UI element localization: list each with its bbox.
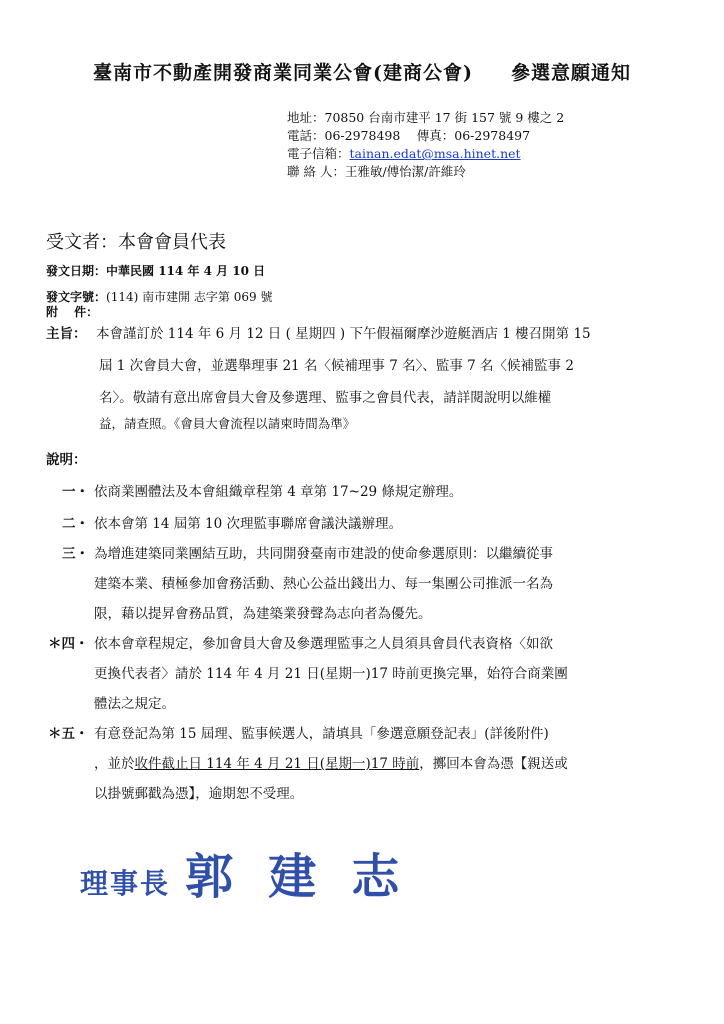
item-line: 依商業團體法及本會組織章程第 4 章第 17~29 條規定辦理。	[94, 484, 463, 500]
attachment-label: 附 件：	[46, 305, 99, 319]
subject-label: 主旨：	[46, 326, 87, 342]
signature-name-char: 志	[351, 849, 400, 905]
contact-email-label: 電子信箱：	[287, 146, 350, 161]
document-title	[0, 58, 724, 85]
item-line: 限，藉以提昇會務品質，為建築業發聲為志向者為優先。	[94, 606, 432, 622]
reference-label: 發文字號：	[46, 290, 107, 304]
contact-address: 地址：70850 台南市建平 17 街 157 號 9 樓之 2	[287, 110, 565, 125]
contact-person: 聯 絡 人：王雅敏/傅怡潔/許維玲	[287, 164, 466, 179]
deadline-underlined: 收件截止日 114 年 4 月 21 日(星期一)17 時前	[134, 756, 420, 772]
item-line-tail: ，擲回本會為憑【親送或	[419, 756, 568, 772]
issue-date-label: 發文日期：	[46, 264, 107, 278]
item-line-head: ，並於	[94, 756, 135, 772]
item-mark-important: ＊四・	[48, 636, 89, 652]
item-mark-important: ＊五・	[48, 726, 89, 742]
signature-role: 理事長	[80, 867, 171, 900]
issue-date	[46, 262, 265, 279]
reference-value: (114) 南市建開 志字第 069 號	[106, 290, 273, 304]
item-line: 以掛號郵戳為憑】，逾期恕不受理。	[94, 786, 304, 802]
notice-title: 參選意願通知	[510, 62, 631, 84]
chairman-signature	[80, 838, 399, 907]
item-mark: 一・	[62, 484, 89, 500]
subject-line: 屆 1 次會員大會，並選舉理事 21 名〈候補理事 7 名〉、監事 7 名〈候補監事 2	[99, 358, 574, 374]
recipient: 受文者：本會會員代表	[46, 232, 226, 253]
item-line: 依本會章程規定，參加會員大會及參選理監事之人員須具會員代表資格〈如欲	[94, 636, 553, 652]
item-line: 有意登記為第 15 屆理、監事候選人，請填具「參選意願登記表」(詳後附件)	[94, 726, 549, 742]
item-line: 依本會第 14 屆第 10 次理監事聯席會議決議辦理。	[94, 516, 403, 532]
item-line: 更換代表者〉請於 114 年 4 月 21 日(星期一)17 時前更換完畢，始符合商業團	[94, 666, 568, 682]
org-name: 臺南市不動產開發商業同業公會(建商公會)	[93, 62, 473, 84]
contact-email-link[interactable]: tainan.edat@msa.hinet.net	[349, 146, 521, 161]
item-mark: 三・	[62, 546, 89, 562]
item-line: 體法之規定。	[94, 696, 175, 712]
item-line: 建築本業、積極參加會務活動、熱心公益出錢出力、每一集團公司推派一名為	[94, 576, 553, 592]
item-line-deadline	[94, 752, 568, 772]
issue-date-value: 中華民國 114 年 4 月 10 日	[106, 264, 266, 278]
item-mark: 二・	[62, 516, 89, 532]
item-line: 為增進建築同業團結互助，共同開發臺南市建設的使命參選原則：以繼續從事	[94, 546, 553, 562]
signature-name-char: 建	[268, 849, 317, 905]
contact-phone: 電話：06-2978498 傳真：06-2978497	[287, 128, 531, 143]
contact-email-row	[287, 145, 521, 163]
subject-line: 名〉。敬請有意出席會員大會及參選理、監事之會員代表，請詳閱說明以維權	[99, 390, 552, 406]
subject-line: 益，請查照。《會員大會流程以請柬時間為準》	[99, 416, 356, 431]
description-label: 說明：	[46, 452, 87, 468]
subject-line: 本會謹訂於 114 年 6 月 12 日 ( 星期四 ) 下午假福爾摩沙遊艇酒店 1 樓召開第 15	[96, 326, 591, 342]
signature-name-char: 郭	[185, 849, 234, 905]
